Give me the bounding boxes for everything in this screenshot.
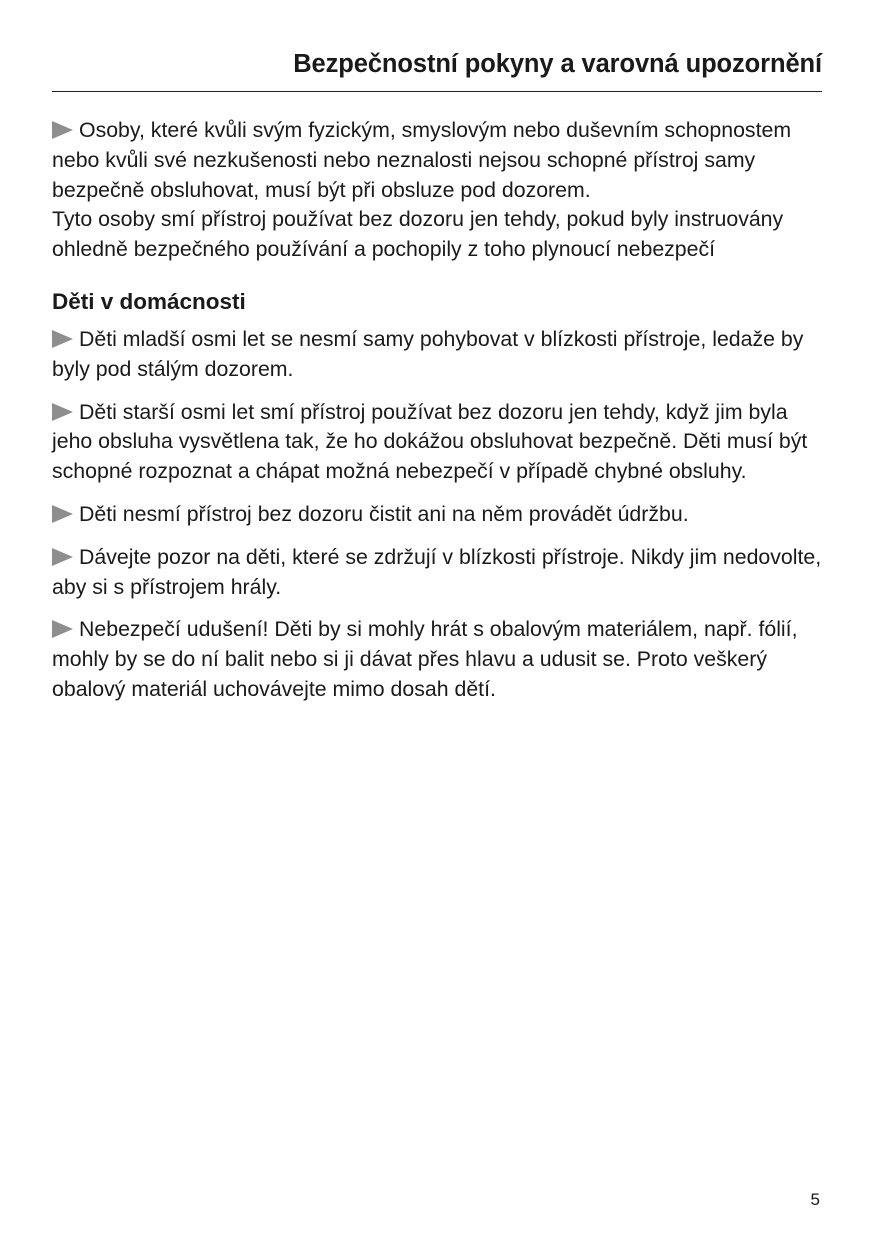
- document-body: [52, 116, 822, 705]
- intro-paragraph: [52, 116, 822, 265]
- list-item-text: Děti starší osmi let smí přístroj používat bez dozoru jen tehdy, když jim byla jeho obsluha vysvětlena tak, že ho dokážou obsluhovat bezpečně. Děti musí být schopné rozpoznat a chápat možná nebezpečí v případě chybné obsluhy.: [52, 399, 808, 484]
- page-number: 5: [810, 1190, 820, 1209]
- list-item: [52, 543, 822, 603]
- section-heading: Děti v domácnosti: [52, 288, 246, 314]
- intro-follow-text: Tyto osoby smí přístroj používat bez dozoru jen tehdy, pokud byly instruovány ohledně bezpečného používání a pochopily z toho plynoucí nebezpečí: [52, 207, 784, 262]
- triangle-bullet-icon: [52, 505, 73, 523]
- triangle-bullet-icon: [52, 330, 73, 348]
- triangle-bullet-icon: [52, 121, 73, 139]
- list-item: [52, 615, 822, 704]
- list-item-text: Nebezpečí udušení! Děti by si mohly hrát s obalovým materiálem, např. fólií, mohly by se do ní balit nebo si ji dávat přes hlavu a udusit se. Proto veškerý obalový materiál uchovávejte mimo dosah dětí.: [52, 617, 798, 701]
- list-item: [52, 500, 822, 530]
- triangle-bullet-icon: [52, 548, 73, 566]
- list-item-text: Dávejte pozor na děti, které se zdržují v blízkosti přístroje. Nikdy jim nedovolte, aby si s přístrojem hrály.: [52, 544, 822, 599]
- list-item-text: Děti nesmí přístroj bez dozoru čistit ani na něm provádět údržbu.: [79, 501, 689, 526]
- triangle-bullet-icon: [52, 403, 73, 421]
- list-item-text: Děti mladší osmi let se nesmí samy pohybovat v blízkosti přístroje, ledaže by byly pod stálým dozorem.: [52, 326, 804, 381]
- list-item: [52, 398, 822, 487]
- page-title: Bezpečnostní pokyny a varovná upozornění: [293, 50, 822, 78]
- triangle-bullet-icon: [52, 620, 73, 638]
- list-item: [52, 325, 822, 385]
- intro-bullet-text: Osoby, které kvůli svým fyzickým, smyslovým nebo duševním schopnostem nebo kvůli své nezkušenosti nebo neznalosti nejsou schopné přístroj samy bezpečně obsluhovat, musí být při obsluze pod dozorem.: [52, 118, 792, 202]
- page-header: [52, 50, 822, 92]
